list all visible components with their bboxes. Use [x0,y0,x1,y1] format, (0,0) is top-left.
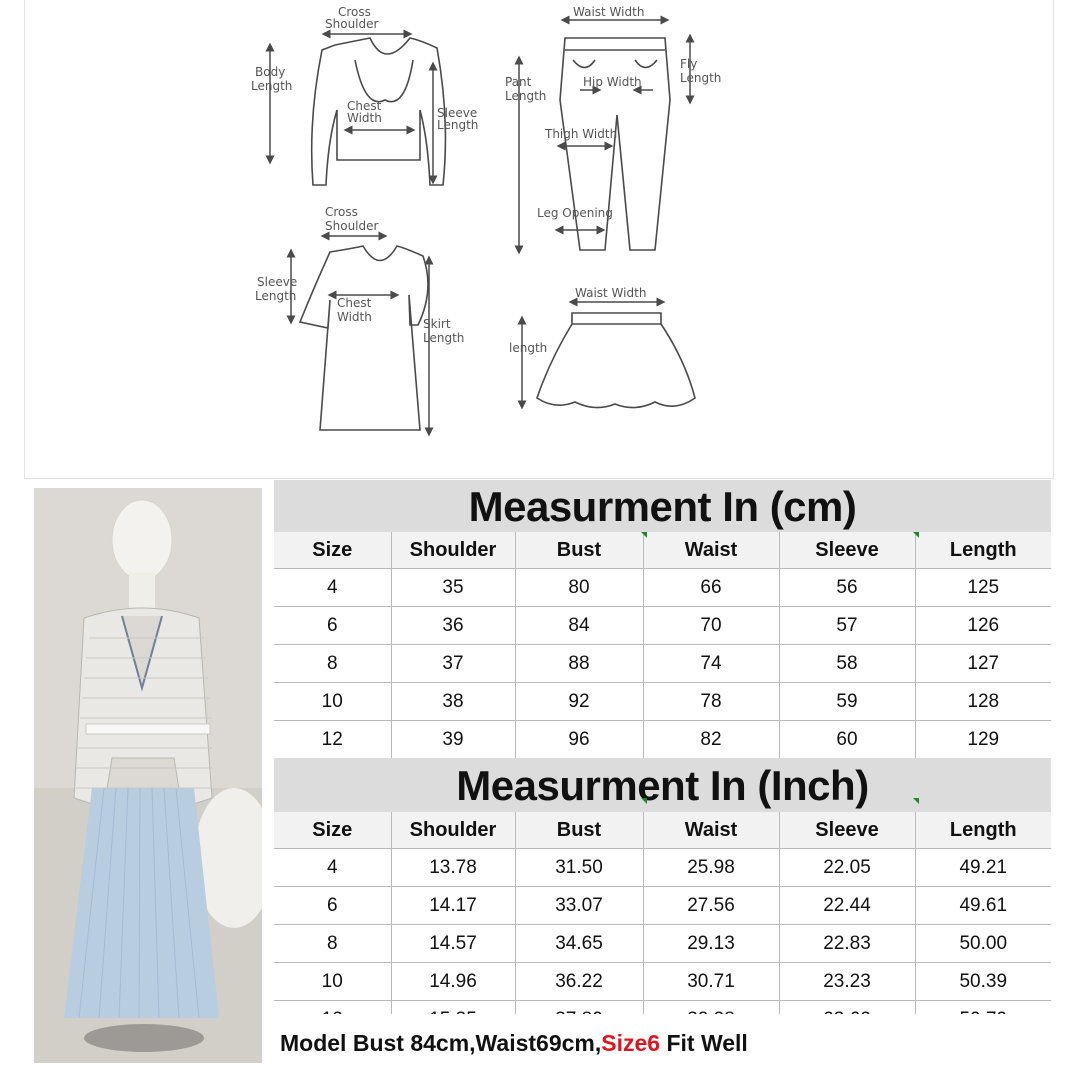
label-sleeve-length-top-1: Sleeve [437,106,478,120]
table-cell-shoulder: 39 [391,721,515,759]
label-fly-length-1: Fly [680,57,698,71]
cell-marker [641,532,647,538]
table-row [274,925,1051,963]
table-cell-waist: 74 [643,645,779,683]
table-row [274,721,1051,759]
table-cell-length: 50.39 [915,963,1051,1001]
table-cell-sleeve: 22.83 [779,925,915,963]
table-row [274,887,1051,925]
label-cross-shoulder-top-1: Cross [338,5,371,19]
label-cross-shoulder-dress-2: Shoulder [325,219,379,233]
cm-table-title: Measurment In (cm) [274,480,1051,532]
label-skirt-length-2: Length [423,331,465,345]
table-cell-bust: 92 [515,683,643,721]
table-cell-length: 126 [915,607,1051,645]
label-fly-length-2: Length [680,71,722,85]
table-cell-sleeve: 22.44 [779,887,915,925]
cm-size-table [274,532,1051,758]
table-cell-shoulder: 36 [391,607,515,645]
size-chart [274,480,1051,1038]
label-hip-width: Hip Width [583,75,642,89]
table-cell-waist: 29.13 [643,925,779,963]
column-header-shoulder: Shoulder [391,812,515,849]
table-cell-size: 4 [274,569,391,607]
table-cell-bust: 96 [515,721,643,759]
label-body-length-1: Body [255,65,286,79]
label-skirt-length: length [509,341,548,355]
table-row [274,849,1051,887]
table-row [274,569,1051,607]
table-cell-shoulder: 35 [391,569,515,607]
label-chest-width-dress-2: Width [337,310,372,324]
label-leg-opening: Leg Opening [537,206,613,220]
top-sketch [251,5,478,185]
table-cell-waist: 82 [643,721,779,759]
table-cell-sleeve: 57 [779,607,915,645]
table-cell-size: 10 [274,963,391,1001]
table-cell-sleeve: 59 [779,683,915,721]
table-row [274,645,1051,683]
table-cell-bust: 80 [515,569,643,607]
table-row [274,607,1051,645]
table-cell-length: 49.61 [915,887,1051,925]
label-pant-length-2: Length [505,89,547,103]
inch-size-table [274,812,1051,1038]
label-waist-width-pants: Waist Width [573,5,645,19]
cm-table-body [274,569,1051,759]
garment-sketches [25,0,1053,478]
cell-marker [913,532,919,538]
label-sleeve-length-top-2: Length [437,118,479,132]
table-cell-bust: 34.65 [515,925,643,963]
table-cell-sleeve: 22.05 [779,849,915,887]
note-text-fit: Fit Well [660,1030,748,1056]
table-cell-waist: 25.98 [643,849,779,887]
table-cell-waist: 27.56 [643,887,779,925]
mannequin-illustration [34,488,262,1063]
table-cell-length: 128 [915,683,1051,721]
cell-marker [641,798,647,804]
table-cell-shoulder: 38 [391,683,515,721]
table-cell-shoulder: 14.57 [391,925,515,963]
label-sleeve-length-dress-1: Sleeve [257,275,298,289]
table-cell-waist: 70 [643,607,779,645]
table-cell-sleeve: 58 [779,645,915,683]
column-header-size: Size [274,812,391,849]
table-cell-sleeve: 23.23 [779,963,915,1001]
table-cell-size: 6 [274,887,391,925]
table-cell-bust: 31.50 [515,849,643,887]
column-header-length: Length [915,812,1051,849]
column-header-shoulder: Shoulder [391,532,515,569]
label-sleeve-length-dress-2: Length [255,289,297,303]
column-header-length: Length [915,532,1051,569]
table-row [274,963,1051,1001]
skirt-sketch [509,286,695,408]
label-thigh-width: Thigh Width [545,127,618,141]
table-cell-size: 6 [274,607,391,645]
table-cell-bust: 88 [515,645,643,683]
table-cell-sleeve: 60 [779,721,915,759]
table-cell-length: 49.21 [915,849,1051,887]
table-cell-waist: 78 [643,683,779,721]
table-cell-size: 12 [274,721,391,759]
pants-sketch [505,5,721,250]
table-cell-length: 50.00 [915,925,1051,963]
table-cell-length: 125 [915,569,1051,607]
inch-table-title: Measurment In (Inch) [274,758,1051,812]
table-cell-waist: 66 [643,569,779,607]
model-fit-note [276,1014,1055,1070]
note-size-highlight: Size6 [601,1030,661,1056]
table-cell-shoulder: 14.17 [391,887,515,925]
column-header-sleeve: Sleeve [779,812,915,849]
column-header-bust: Bust [515,532,643,569]
table-cell-shoulder: 14.96 [391,963,515,1001]
label-chest-width-top-1: Chest [347,99,382,113]
column-header-bust: Bust [515,812,643,849]
inch-header-row [274,812,1051,849]
model-photo [34,488,262,1063]
column-header-size: Size [274,532,391,569]
table-cell-shoulder: 37 [391,645,515,683]
table-cell-bust: 33.07 [515,887,643,925]
label-cross-shoulder-dress-1: Cross [325,205,358,219]
cm-header-row [274,532,1051,569]
label-pant-length-1: Pant [505,75,532,89]
label-skirt-length-1: Skirt [423,317,451,331]
label-body-length-2: Length [251,79,293,93]
dress-sketch [255,205,464,432]
table-cell-size: 4 [274,849,391,887]
table-cell-size: 8 [274,925,391,963]
measurement-guide-diagrams [24,0,1054,479]
table-cell-shoulder: 13.78 [391,849,515,887]
column-header-waist: Waist [643,812,779,849]
cell-marker [913,798,919,804]
table-cell-waist: 30.71 [643,963,779,1001]
column-header-sleeve: Sleeve [779,532,915,569]
table-cell-bust: 84 [515,607,643,645]
column-header-waist: Waist [643,532,779,569]
table-cell-size: 10 [274,683,391,721]
label-chest-width-top-2: Width [347,111,382,125]
table-cell-length: 129 [915,721,1051,759]
table-cell-sleeve: 56 [779,569,915,607]
inch-table-body [274,849,1051,1039]
note-text-model: Model Bust 84cm,Waist69cm, [280,1030,602,1056]
label-waist-width-skirt: Waist Width [575,286,647,300]
table-cell-size: 8 [274,645,391,683]
table-cell-bust: 36.22 [515,963,643,1001]
label-cross-shoulder-top-2: Shoulder [325,17,379,31]
table-row [274,683,1051,721]
label-chest-width-dress-1: Chest [337,296,372,310]
table-cell-length: 127 [915,645,1051,683]
